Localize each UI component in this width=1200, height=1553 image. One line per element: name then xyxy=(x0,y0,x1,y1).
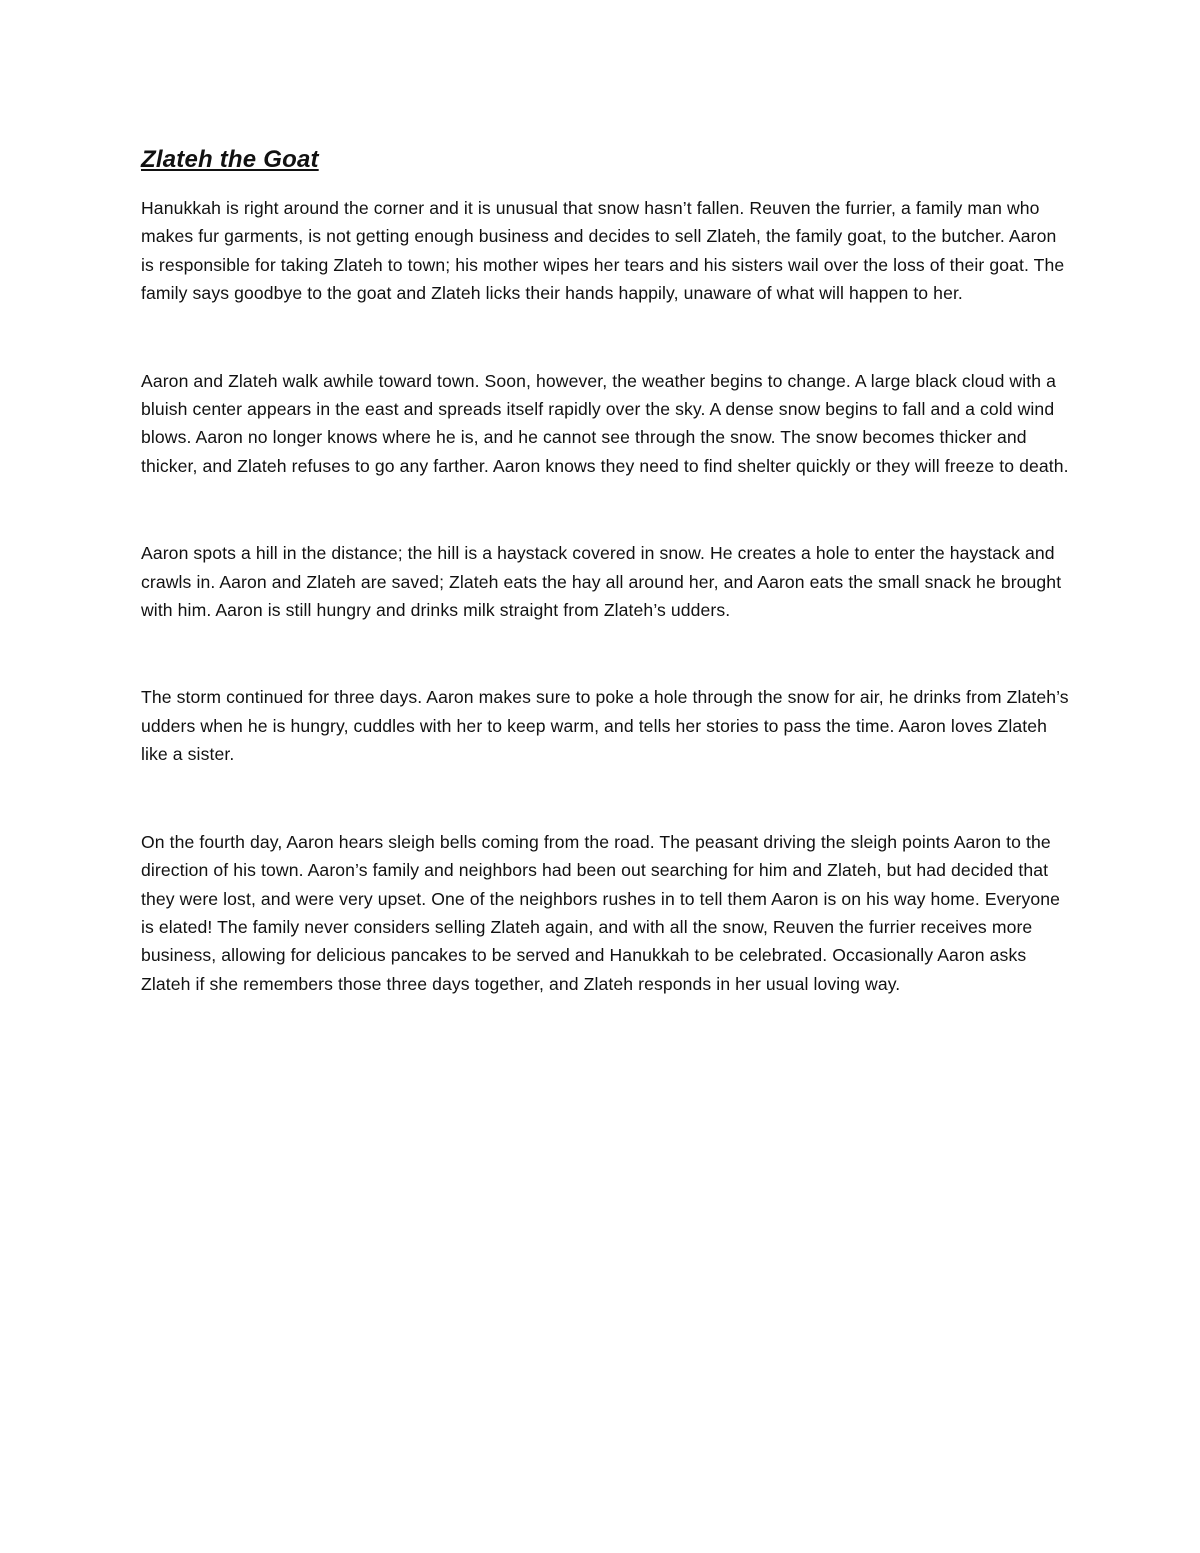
paragraph-2: Aaron and Zlateh walk awhile toward town. Soon, however, the weather begins to change. A large black cloud with a bluish center appears in the east and spreads itself rapidly over the sky. A dense snow begins to fall and a cold wind blows. Aaron no longer knows where he is, and he cannot see through the snow. The snow becomes thicker and thicker, and Zlateh refuses to go any farther. Aaron knows they need to find shelter quickly or they will freeze to death. xyxy=(141,370,1069,476)
paragraph-1: Hanukkah is right around the corner and it is unusual that snow hasn’t fallen. Reuven the furrier, a family man who makes fur garments, is not getting enough business and decides to sell Zlateh, the family goat, to the butcher. Aaron is responsible for taking Zlateh to town; his mother wipes her tears and his sisters wail over the loss of their goat. The family says goodbye to the goat and Zlateh licks their hands happily, unaware of what will happen to her. xyxy=(141,198,1065,304)
paragraph-4: The storm continued for three days. Aaron makes sure to poke a hole through the snow for air, he drinks from Zlateh’s udders when he is hungry, cuddles with her to keep warm, and tells her stories to pass the time. Aaron loves Zlateh like a sister. xyxy=(141,687,1069,765)
paragraph-5: On the fourth day, Aaron hears sleigh bells coming from the road. The peasant driving the sleigh points Aaron to the direction of his town. Aaron’s family and neighbors had been out searching for him and Zlateh, but had decided that they were lost, and were very upset. One of the neighbors rushes in to tell them Aaron is on his way home. Everyone is elated! The family never considers selling Zlateh again, and with all the snow, Reuven the furrier receives more business, allowing for delicious pancakes to be served and Hanukkah to be celebrated. Occasionally Aaron asks Zlateh if she remembers those three days together, and Zlateh responds in her usual loving way. xyxy=(141,831,1061,994)
document-title: Zlateh the Goat xyxy=(141,146,319,173)
document-body xyxy=(141,143,1071,998)
paragraph-3: Aaron spots a hill in the distance; the hill is a haystack covered in snow. He creates a hole to enter the haystack and crawls in. Aaron and Zlateh are saved; Zlateh eats the hay all around her, and Aaron eats the small snack he brought with him. Aaron is still hungry and drinks milk straight from Zlateh’s udders. xyxy=(141,543,1062,621)
